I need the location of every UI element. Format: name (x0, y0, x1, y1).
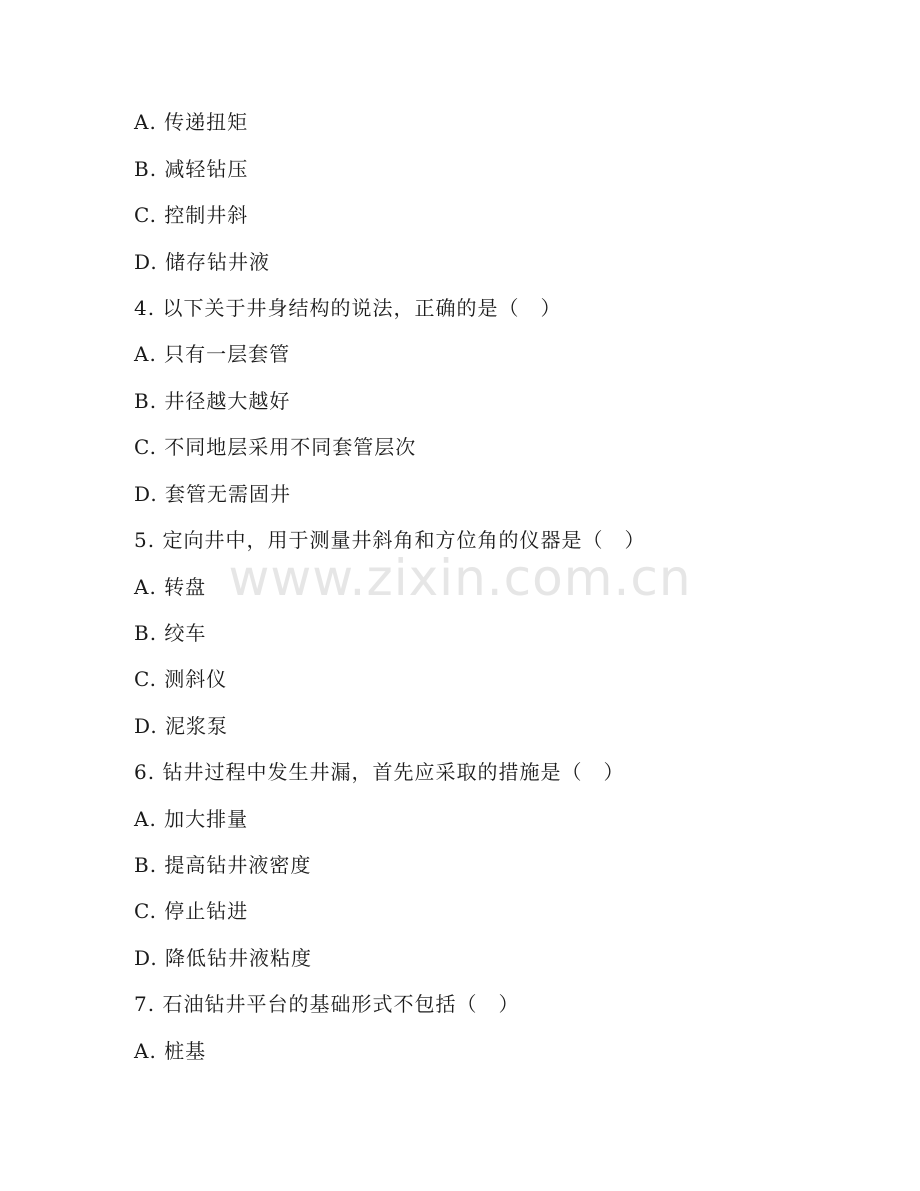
option-3a: A. 传递扭矩 (134, 110, 249, 134)
watermark: www.zixin.com.cn (228, 549, 692, 607)
option-5b: B. 绞车 (134, 621, 207, 645)
option-6a: A. 加大排量 (134, 807, 249, 831)
option-4c: C. 不同地层采用不同套管层次 (134, 435, 417, 459)
option-4a: A. 只有一层套管 (134, 342, 291, 366)
option-3b: B. 减轻钻压 (134, 157, 249, 181)
option-3d: D. 储存钻井液 (134, 250, 271, 274)
option-6c: C. 停止钻进 (134, 899, 249, 923)
option-6d: D. 降低钻井液粘度 (134, 946, 313, 970)
option-6b: B. 提高钻井液密度 (134, 853, 312, 877)
question-7: 7. 石油钻井平台的基础形式不包括（ ） (134, 992, 520, 1016)
option-5c: C. 测斜仪 (134, 667, 228, 691)
option-4b: B. 井径越大越好 (134, 389, 291, 413)
option-3c: C. 控制井斜 (134, 203, 249, 227)
option-5d: D. 泥浆泵 (134, 714, 229, 738)
option-5a: A. 转盘 (134, 575, 207, 599)
option-4d: D. 套管无需固井 (134, 482, 292, 506)
question-5: 5. 定向井中，用于测量井斜角和方位角的仪器是（ ） (134, 528, 646, 552)
question-6: 6. 钻井过程中发生井漏，首先应采取的措施是（ ） (134, 760, 625, 784)
question-4: 4. 以下关于井身结构的说法，正确的是（ ） (134, 296, 562, 320)
option-7a: A. 桩基 (134, 1039, 207, 1063)
